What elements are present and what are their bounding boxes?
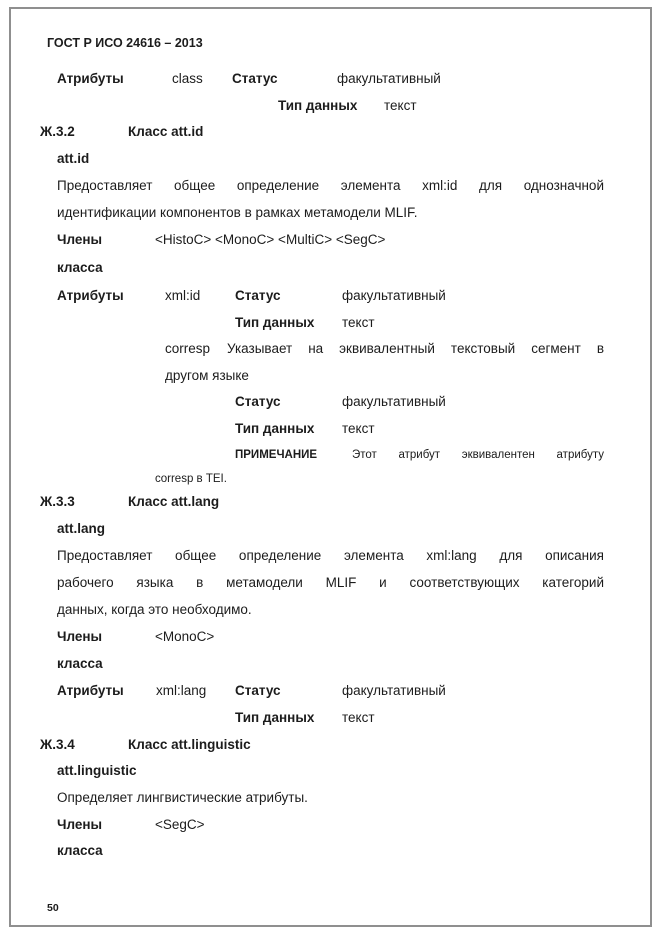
class-name: att.id bbox=[57, 151, 90, 166]
note-text-line: Этот атрибут эквивалентен атрибуту bbox=[352, 449, 604, 461]
status-label: Статус bbox=[235, 288, 281, 303]
class-name: att.lang bbox=[57, 521, 106, 536]
class-name: att.linguistic bbox=[57, 763, 137, 778]
note-label: ПРИМЕЧАНИЕ bbox=[235, 449, 318, 461]
status-value: факультативный bbox=[342, 683, 446, 698]
datatype-label: Тип данных bbox=[235, 315, 315, 330]
attr-name: corresp bbox=[165, 341, 211, 356]
status-label: Статус bbox=[235, 683, 281, 698]
attr-name: xml:id bbox=[165, 288, 201, 303]
members-label: класса bbox=[57, 843, 103, 858]
datatype-label: Тип данных bbox=[235, 421, 315, 436]
section-title: Класс att.lang bbox=[128, 494, 220, 509]
members-label: Члены bbox=[57, 817, 103, 832]
attrs-label: Атрибуты bbox=[57, 71, 124, 86]
members-value: <HistoC> <MonoC> <MultiC> <SegC> bbox=[155, 232, 386, 247]
status-value: факультативный bbox=[342, 394, 446, 409]
section-number: Ж.3.4 bbox=[40, 737, 75, 752]
attrs-label: Атрибуты bbox=[57, 288, 124, 303]
section-title: Класс att.linguistic bbox=[128, 737, 251, 752]
status-label: Статус bbox=[235, 394, 281, 409]
section-number: Ж.3.3 bbox=[40, 494, 75, 509]
members-value: <SegC> bbox=[155, 817, 205, 832]
datatype-value: текст bbox=[384, 98, 417, 113]
class-description-line: данных, когда это необходимо. bbox=[57, 602, 252, 617]
class-description-line: Предоставляет общее определение элемента xml:id для однозначной bbox=[57, 178, 604, 193]
note-text-line: corresp в TEI. bbox=[155, 473, 227, 485]
attr-name: class bbox=[172, 71, 203, 86]
datatype-value: текст bbox=[342, 710, 375, 725]
datatype-label: Тип данных bbox=[235, 710, 315, 725]
class-description-line: идентификации компонентов в рамках метамодели MLIF. bbox=[57, 205, 418, 220]
attrs-label: Атрибуты bbox=[57, 683, 124, 698]
members-value: <MonoC> bbox=[155, 629, 215, 644]
status-label: Статус bbox=[232, 71, 278, 86]
section-number: Ж.3.2 bbox=[40, 124, 75, 139]
class-description-line: рабочего языка в метамодели MLIF и соответствующих категорий bbox=[57, 575, 604, 590]
class-description-line: Определяет лингвистические атрибуты. bbox=[57, 790, 308, 805]
status-value: факультативный bbox=[342, 288, 446, 303]
attr-name: xml:lang bbox=[156, 683, 207, 698]
page-number: 50 bbox=[47, 902, 59, 914]
class-description-line: Предоставляет общее определение элемента xml:lang для описания bbox=[57, 548, 604, 563]
members-label: Члены bbox=[57, 629, 103, 644]
section-title: Класс att.id bbox=[128, 124, 204, 139]
datatype-label: Тип данных bbox=[278, 98, 358, 113]
attr-description-line: другом языке bbox=[165, 368, 249, 383]
running-header: ГОСТ Р ИСО 24616 – 2013 bbox=[47, 36, 203, 50]
datatype-value: текст bbox=[342, 421, 375, 436]
members-label: Члены bbox=[57, 232, 103, 247]
datatype-value: текст bbox=[342, 315, 375, 330]
status-value: факультативный bbox=[337, 71, 441, 86]
members-label: класса bbox=[57, 260, 103, 275]
members-label: класса bbox=[57, 656, 103, 671]
attr-description-line: Указывает на эквивалентный текстовый сегмент в bbox=[227, 341, 604, 356]
